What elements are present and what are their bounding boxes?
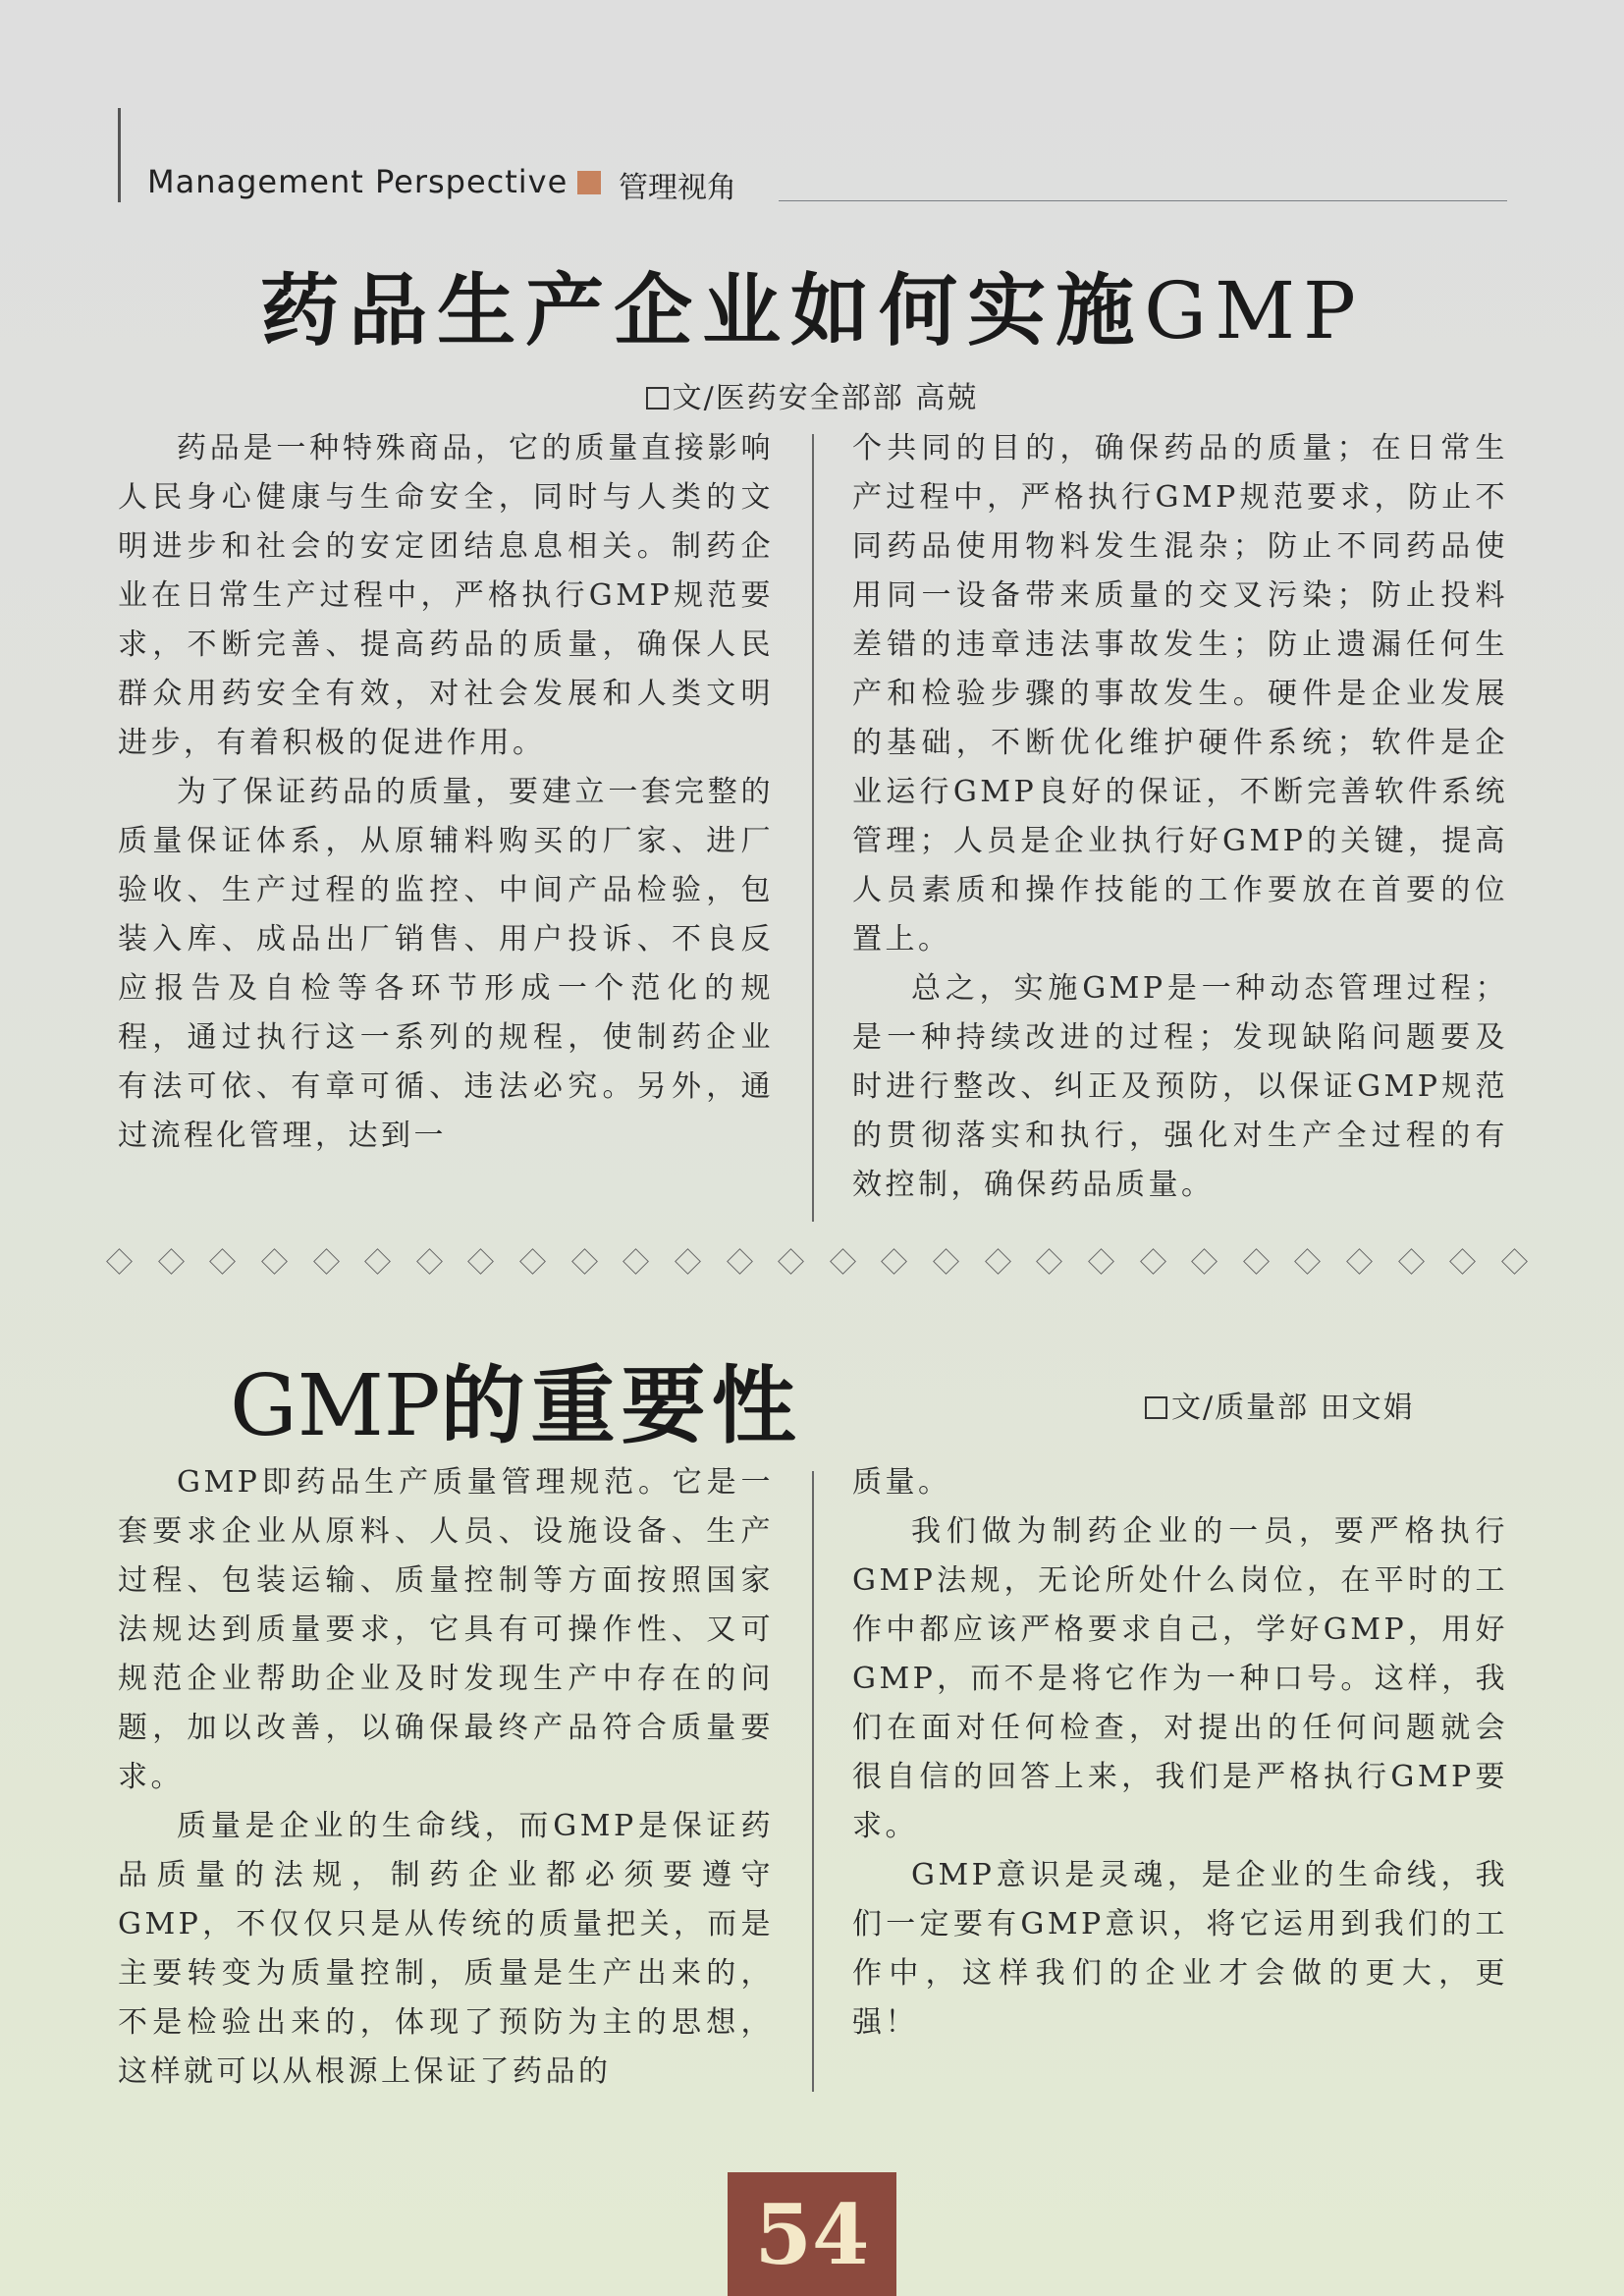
diamond-icon: [313, 1248, 340, 1275]
header-accent-bar: [118, 108, 121, 202]
article2-paragraph: GMP意识是灵魂，是企业的生命线，我们一定要有GMP意识，将它运用到我们的工作中，这样我们的企业才会做的更大，更强！: [852, 1858, 1508, 2040]
header-rule: [779, 200, 1507, 201]
diamond-icon: [727, 1248, 753, 1275]
page-number-box: [728, 2172, 896, 2296]
diamond-icon: [933, 1248, 959, 1275]
section-title-zh: 管理视角: [619, 171, 736, 205]
article2-paragraph: 质量是企业的生命线，而GMP是保证药品质量的法规，制药企业都必须要遵守GMP，不仅仅只是从传统的质量把关，而是主要转变为质量控制，质量是生产出来的，不是检验出来的，体现了预防为主的思想，这样就可以从根源上保证了药品的: [118, 1809, 774, 2089]
diamond-icon: [209, 1248, 236, 1275]
diamond-icon: [1088, 1248, 1114, 1275]
diamond-icon: [1398, 1248, 1425, 1275]
diamond-separator: [110, 1241, 1524, 1281]
article1-title: [0, 247, 1624, 360]
diamond-icon: [1191, 1248, 1218, 1275]
section-title-en: Management Perspective: [147, 163, 568, 200]
article2-title-zh: 的重要性: [440, 1356, 802, 1455]
diamond-icon: [778, 1248, 804, 1275]
article1-right-column: [852, 424, 1508, 1210]
diamond-icon: [830, 1248, 856, 1275]
diamond-icon: [1243, 1248, 1270, 1275]
diamond-icon: [519, 1248, 546, 1275]
diamond-icon: [675, 1248, 701, 1275]
article1-byline: [0, 373, 1624, 416]
column-divider: [812, 1471, 814, 2092]
article2-paragraph: GMP即药品生产质量管理规范。它是一套要求企业从原料、人员、设施设备、生产过程、包装运输、质量控制等方面按照国家法规达到质量要求，它具有可操作性、又可规范企业帮助企业及时发现生产中存在的问题，加以改善，以确保最终产品符合质量要求。: [118, 1465, 774, 1794]
diamond-icon: [364, 1248, 391, 1275]
diamond-icon: [261, 1248, 288, 1275]
byline-box-icon: [646, 387, 669, 410]
article2-right-column: [852, 1458, 1508, 2048]
article2-byline: [1145, 1383, 1415, 1426]
article1-paragraph: 为了保证药品的质量，要建立一套完整的质量保证体系，从原辅料购买的厂家、进厂验收、生产过程的监控、中间产品检验，包装入库、成品出厂销售、用户投诉、不良反应报告及自检等各环节形成一个范化的规程，通过执行这一系列的规程，使制药企业有法可依、有章可循、违法必究。另外，通过流程化管理，达到一: [118, 775, 774, 1153]
page-number: 54: [754, 2185, 870, 2283]
article2-paragraph-continued: 质量。: [852, 1465, 951, 1500]
diamond-icon: [985, 1248, 1011, 1275]
article2-paragraph: 我们做为制药企业的一员，要严格执行GMP法规，无论所处什么岗位，在平时的工作中都应该严格要求自己，学好GMP，用好GMP，而不是将它作为一种口号。这样，我们在面对任何检查，对提出的任何问题就会很自信的回答上来，我们是严格执行GMP要求。: [852, 1514, 1508, 1843]
diamond-icon: [1294, 1248, 1321, 1275]
article1-paragraph-continued: 个共同的目的，确保药品的质量；在日常生产过程中，严格执行GMP规范要求，防止不同药品使用物料发生混杂；防止不同药品使用同一设备带来质量的交叉污染；防止投料差错的违章违法事故发生；防止遗漏任何生产和检验步骤的事故发生。硬件是企业发展的基础，不断优化维护硬件系统；软件是企业运行GMP良好的保证，不断完善软件系统管理；人员是企业执行好GMP的关键，提高人员素质和操作技能的工作要放在首要的位置上。: [852, 431, 1508, 957]
article1-byline-text: 文/医药安全部部 高兢: [672, 381, 979, 415]
diamond-icon: [416, 1248, 443, 1275]
article1-left-column: [118, 424, 774, 1161]
article2-title-latin: GMP: [230, 1357, 441, 1455]
diamond-icon: [106, 1248, 133, 1275]
article2-title: [230, 1338, 802, 1459]
article2-left-column: [118, 1458, 774, 2097]
byline-box-icon: [1145, 1396, 1167, 1419]
diamond-icon: [1501, 1248, 1528, 1275]
article2-byline-text: 文/质量部 田文娟: [1171, 1391, 1415, 1425]
diamond-icon: [1449, 1248, 1476, 1275]
article1-title-latin: GMP: [1144, 265, 1364, 356]
section-square-icon: [577, 171, 601, 194]
article1-title-zh: 药品生产企业如何实施: [260, 264, 1145, 356]
diamond-icon: [158, 1248, 185, 1275]
column-divider: [812, 434, 814, 1222]
diamond-icon: [1036, 1248, 1062, 1275]
diamond-icon: [1346, 1248, 1373, 1275]
diamond-icon: [881, 1248, 907, 1275]
article1-paragraph: 总之，实施GMP是一种动态管理过程；是一种持续改进的过程；发现缺陷问题要及时进行整改、纠正及预防，以保证GMP规范的贯彻落实和执行，强化对生产全过程的有效控制，确保药品质量。: [852, 971, 1508, 1202]
article1-paragraph: 药品是一种特殊商品，它的质量直接影响人民身心健康与生命安全，同时与人类的文明进步和社会的安定团结息息相关。制药企业在日常生产过程中，严格执行GMP规范要求，不断完善、提高药品的质量，确保人民群众用药安全有效，对社会发展和人类文明进步，有着积极的促进作用。: [118, 431, 774, 760]
diamond-icon: [1140, 1248, 1166, 1275]
diamond-icon: [571, 1248, 598, 1275]
diamond-icon: [467, 1248, 494, 1275]
diamond-icon: [623, 1248, 649, 1275]
